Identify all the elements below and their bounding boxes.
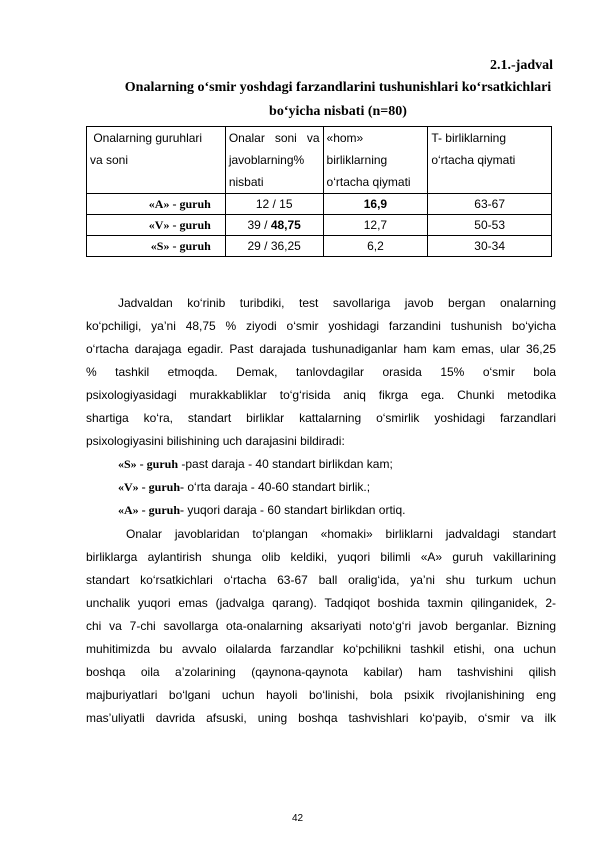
paragraph-1-line: psixologiyasini bilishining uch darajasini bildiradi:: [86, 434, 345, 448]
header-cell-hom: [323, 127, 428, 194]
header-text: birliklarning: [326, 153, 388, 167]
header-text: nisbati: [228, 175, 264, 189]
count-cell: [225, 215, 323, 236]
count-cell: [225, 236, 323, 257]
header-text: «hom»: [326, 131, 364, 145]
header-text: va soni: [90, 153, 129, 167]
header-text: javoblarning%: [228, 153, 305, 167]
table-row: [87, 215, 552, 236]
count-percent-highlight: 48,75: [270, 218, 301, 232]
level-text: -past daraja - 40 standart birlikdan kam;: [178, 457, 393, 471]
paragraph-2-line: Onalar javoblaridan to‘plangan «homaki» birliklarni jadvaldagi standart: [126, 527, 556, 541]
t-cell: 30-34: [428, 236, 552, 257]
group-cell: «A» - guruh: [87, 194, 226, 215]
paragraph-1-line: Jadvaldan ko‘rinib turibdiki, test savollariga javob bergan onalarning: [118, 296, 556, 310]
count-value: 39 /: [247, 218, 271, 232]
paragraph-2-line: standart ko‘rsatkichlari o‘rtacha 63-67 ball oralig‘ida, ya’ni shu turkum uchun: [86, 573, 556, 587]
paragraph-2-line: birliklarga aylantirish shunga olib keldiki, yuqori bilimli «A» guruh vakillarining: [86, 550, 556, 564]
level-label: «A» - guruh-: [118, 503, 185, 517]
header-text: Onalarning guruhlari: [90, 131, 203, 145]
paragraph-1-line: % tashkil etmoqda. Demak, tanlovdagilar orasida 15% o‘smir bola: [86, 365, 556, 379]
page-number: 42: [291, 813, 304, 824]
hom-cell: 6,2: [323, 236, 428, 257]
table-row: [87, 194, 552, 215]
t-cell: 50-53: [428, 215, 552, 236]
count-cell: [225, 194, 323, 215]
hom-cell: 16,9: [323, 194, 428, 215]
table-number-label: 2.1.-jadval: [490, 58, 553, 73]
header-text: o‘rtacha qiymati: [431, 153, 516, 167]
header-cell-t-units: [428, 127, 552, 194]
header-cell-counts: [225, 127, 323, 194]
header-text: T- birliklarning: [431, 131, 507, 145]
paragraph-2-line: unchalik yuqori emas (jadvalga qarang). Tadqiqot boshida taxmin qilinganidek, 2-: [86, 596, 556, 610]
group-cell: «S» - guruh: [87, 236, 226, 257]
paragraph-1-line: psixologiyasidagi murakkabliklar to‘g‘risida aniq fikrga ega. Chunki metodika: [86, 388, 556, 402]
level-text: yuqori daraja - 60 standart birlikdan ortiq.: [184, 503, 406, 517]
header-text: o‘rtacha qiymati: [326, 175, 411, 189]
table-header-row: [87, 127, 552, 194]
level-item: [118, 476, 588, 499]
paragraph-2-line: chi va 7-chi savollarga ota-onalarning aksariyati noto‘g‘ri javob berganlar. Bizning: [86, 619, 556, 633]
level-label: «S» - guruh: [118, 457, 179, 471]
paragraph-1-line: o‘rtacha darajaga egadir. Past darajada tushunadiganlar ham kam emas, ular 36,25: [86, 342, 556, 356]
paragraph-2-line: boshqa oila a’zolarining (qaynona-qaynota kabilar) ham tashvishini qilish: [86, 665, 556, 679]
paragraph-2-line: majburiyatlari bo‘lgani uchun hayoli bo‘linishi, bola psixik rivojlanishining eng: [86, 688, 556, 702]
count-value: 12 / 15: [255, 197, 293, 211]
header-cell-groups: [87, 127, 226, 194]
t-cell: 63-67: [428, 194, 552, 215]
group-cell: «V» - guruh: [87, 215, 226, 236]
table-row: [87, 236, 552, 257]
table-title-line-2: bo‘yicha nisbati (n=80): [269, 104, 407, 119]
paragraph-2-line: muhitimizda bu avvalo oilalarda farzandlar ko‘pchilikni tashkil etishi, ona uchun: [86, 642, 556, 656]
level-item: [118, 499, 588, 522]
header-text: Onalar soni va: [228, 131, 320, 145]
count-value: 29 / 36,25: [247, 239, 301, 253]
level-label: «V» - guruh-: [118, 480, 185, 494]
hom-cell: 12,7: [323, 215, 428, 236]
table-title-line-1: Onalarning o‘smir yoshdagi farzandlarini tushunishlari ko‘rsatkichlari: [124, 80, 552, 95]
level-text: o‘rta daraja - 40-60 standart birlik.;: [184, 480, 371, 494]
paragraph-1-line: ko‘pchiligi, ya’ni 48,75 % ziyodi o‘smir yoshidagi farzandini tushunish bo‘yicha: [86, 319, 556, 333]
paragraph-1-line: shartiga ko‘ra, standart birliklar kattalarning o‘smirlik yoshidagi farzandlari: [86, 411, 556, 425]
paragraph-2-line: mas’uliyatli davrida afsuski, uning boshqa tashvishlari ko‘payib, o‘smir va ilk: [86, 711, 556, 725]
results-table: [86, 126, 552, 257]
level-item: [118, 453, 588, 476]
